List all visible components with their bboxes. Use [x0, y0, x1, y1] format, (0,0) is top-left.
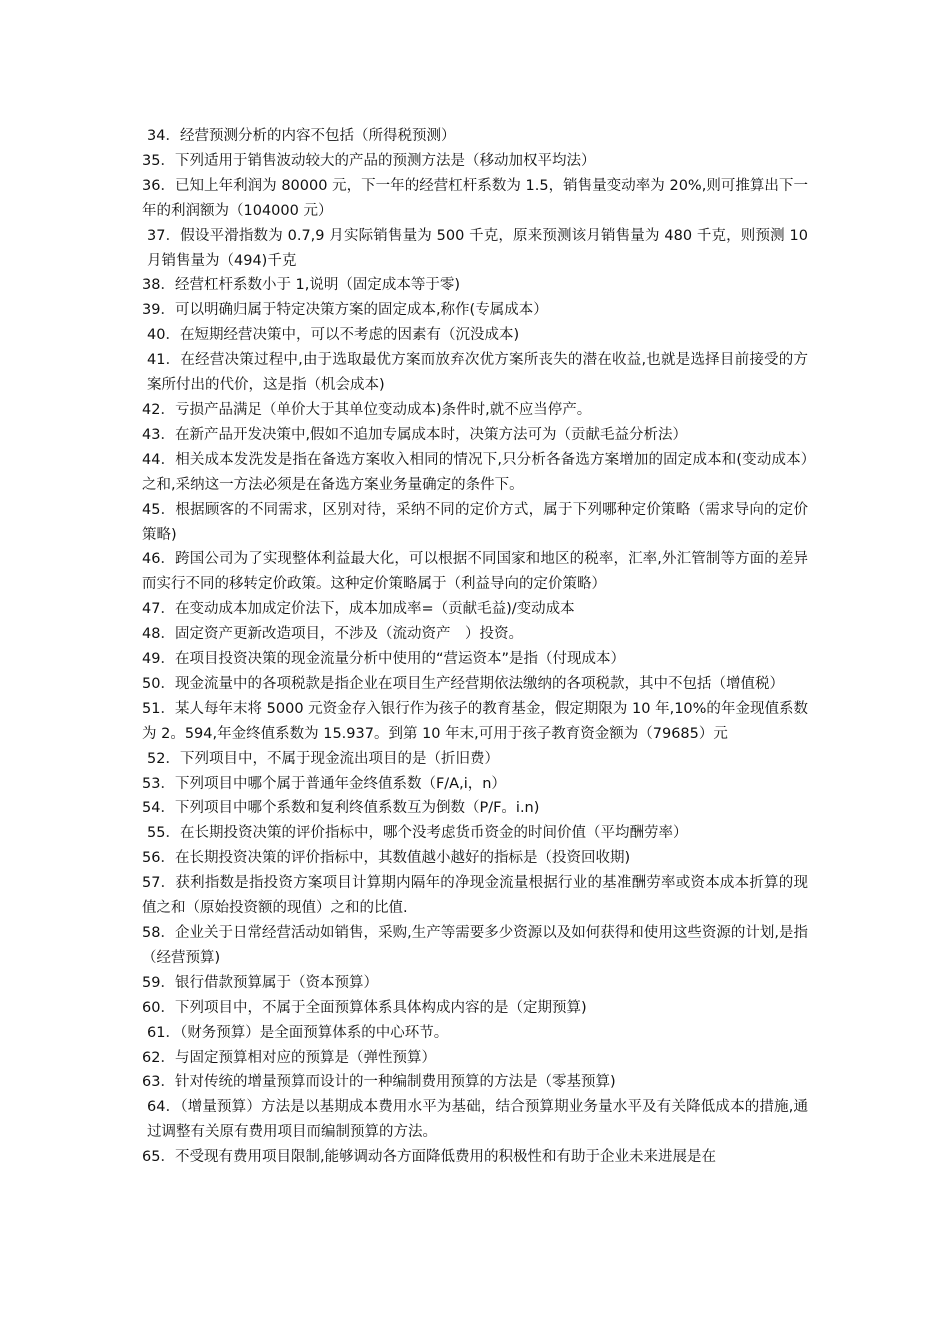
question-item: 42．亏损产品满足（单价大于其单位变动成本)条件时,就不应当停产。: [142, 401, 592, 418]
question-item: 60．下列项目中，不属于全面预算体系具体构成内容的是（定期预算): [142, 999, 587, 1016]
question-item: 48．固定资产更新改造项目，不涉及（流动资产 ）投资。: [142, 626, 523, 643]
question-item: 59．银行借款预算属于（资本预算）: [142, 974, 378, 991]
question-item: 64．（增量预算）方法是以基期成本费用水平为基础，结合预算期业务量水平及有关降低成本的措施,通过调整有关原有费用项目而编制预算的方法。: [147, 1099, 808, 1141]
question-item: 51．某人每年末将 5000 元资金存入银行作为孩子的教育基金，假定期限为 10 年,10%的年金现值系数为 2。594,年金终值系数为 15.937。到第 10 年末,可用于孩子教育资金额为（79685）元: [142, 700, 808, 742]
question-item: 56．在长期投资决策的评价指标中，其数值越小越好的指标是（投资回收期): [142, 850, 631, 867]
question-item: 49．在项目投资决策的现金流量分析中使用的“营运资本”是指（付现成本）: [142, 651, 625, 668]
question-item: 40．在短期经营决策中，可以不考虑的因素有（沉没成本): [147, 327, 520, 344]
question-item: 39．可以明确归属于特定决策方案的固定成本,称作(专属成本）: [142, 302, 548, 319]
question-list: [142, 124, 808, 1170]
question-item: 38．经营杠杆系数小于 1,说明（固定成本等于零): [142, 277, 461, 294]
question-item: 65．不受现有费用项目限制,能够调动各方面降低费用的积极性和有助于企业未来进展是在: [142, 1149, 717, 1166]
question-item: 61．（财务预算）是全面预算体系的中心环节。: [147, 1024, 449, 1041]
question-item: 63．针对传统的增量预算而设计的一种编制费用预算的方法是（零基预算): [142, 1074, 616, 1091]
question-item: 50．现金流量中的各项税款是指企业在项目生产经营期依法缴纳的各项税款，其中不包括（增值税）: [142, 675, 784, 692]
question-item: 54．下列项目中哪个系数和复利终值系数互为倒数（P/F。i.n): [142, 800, 540, 817]
question-item: 58．企业关于日常经营活动如销售，采购,生产等需要多少资源以及如何获得和使用这些资源的计划,是指（经营预算): [142, 925, 808, 966]
question-item: 52．下列项目中，不属于现金流出项目的是（折旧费）: [147, 750, 499, 767]
question-item: 41．在经营决策过程中,由于选取最优方案而放弃次优方案所丧失的潜在收益,也就是选择目前接受的方案所付出的代价，这是指（机会成本): [147, 352, 808, 394]
question-item: 62．与固定预算相对应的预算是（弹性预算）: [142, 1049, 436, 1066]
question-item: 46．跨国公司为了实现整体利益最大化，可以根据不同国家和地区的税率，汇率,外汇管制等方面的差异而实行不同的移转定价政策。这种定价策略属于（利益导向的定价策略）: [142, 551, 808, 593]
question-item: 45．根据顾客的不同需求，区别对待，采纳不同的定价方式，属于下列哪种定价策略（需求导向的定价策略): [142, 501, 808, 543]
question-item: 34．经营预测分析的内容不包括（所得税预测）: [147, 128, 456, 144]
question-item: 57．获利指数是指投资方案项目计算期内隔年的净现金流量根据行业的基准酬劳率或资本成本折算的现值之和（原始投资额的现值）之和的比值.: [142, 875, 808, 917]
question-item: 44．相关成本发洗发是指在备选方案收入相同的情况下,只分析各备选方案增加的固定成本和(变动成本）之和,采纳这一方法必须是在备选方案业务量确定的条件下。: [142, 451, 808, 493]
question-item: 43．在新产品开发决策中,假如不追加专属成本时，决策方法可为（贡献毛益分析法）: [142, 426, 688, 443]
question-item: 53．下列项目中哪个属于普通年金终值系数（F/A,i，n）: [142, 775, 506, 792]
question-item: 35．下列适用于销售波动较大的产品的预测方法是（移动加权平均法）: [142, 152, 596, 169]
question-item: 37．假设平滑指数为 0.7,9 月实际销售量为 500 千克，原来预测该月销售量为 480 千克，则预测 10 月销售量为（494)千克: [147, 227, 808, 269]
question-item: 36．已知上年利润为 80000 元，下一年的经营杠杆系数为 1.5，销售量变动率为 20%,则可推算出下一年的利润额为（104000 元）: [142, 177, 808, 219]
question-item: 55．在长期投资决策的评价指标中，哪个没考虑货币资金的时间价值（平均酬劳率）: [147, 825, 688, 842]
question-item: 47．在变动成本加成定价法下，成本加成率=（贡献毛益)/变动成本: [142, 601, 575, 618]
